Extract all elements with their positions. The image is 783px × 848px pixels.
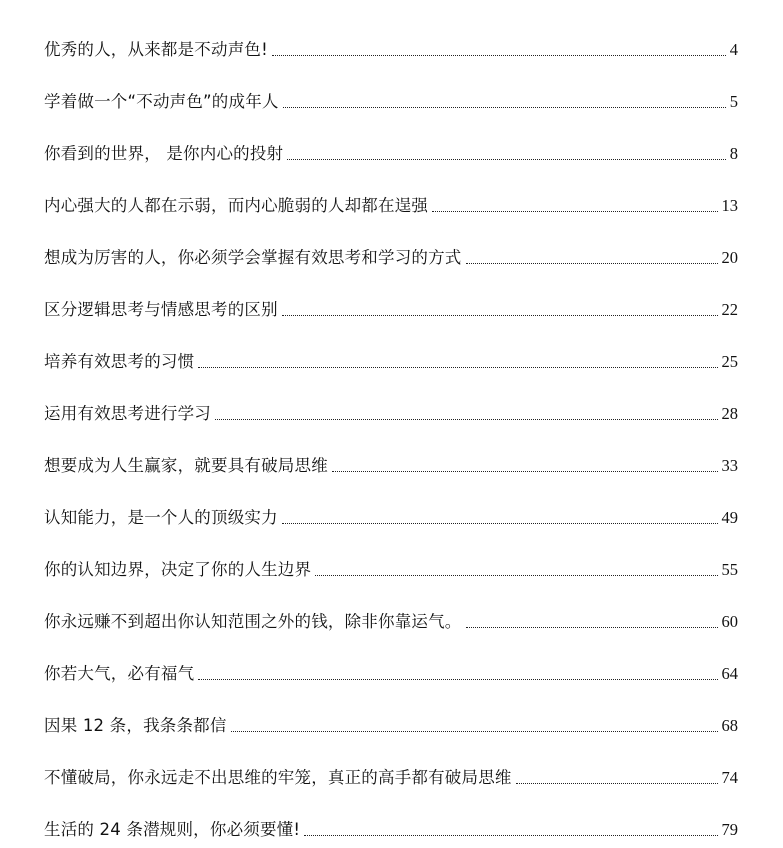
toc-entry-5[interactable] xyxy=(44,224,738,276)
toc-entry-page[interactable]: 33 xyxy=(721,456,738,475)
toc-entry-10[interactable] xyxy=(44,484,738,536)
toc-dot-leader xyxy=(466,627,718,628)
toc-dot-leader xyxy=(283,107,726,108)
toc-entry-title[interactable]: 生活的 24 条潜规则，你必须要懂! xyxy=(44,820,301,839)
toc-entry-page[interactable]: 49 xyxy=(721,508,738,527)
toc-dot-leader xyxy=(215,419,718,420)
toc-entry-9[interactable] xyxy=(44,432,738,484)
toc-entry-title[interactable]: 想要成为人生赢家，就要具有破局思维 xyxy=(44,456,328,475)
toc-entry-page[interactable]: 79 xyxy=(721,820,738,839)
toc-entry-13[interactable] xyxy=(44,640,738,692)
toc-entry-title[interactable]: 你看到的世界， 是你内心的投射 xyxy=(44,144,284,163)
toc-entry-title[interactable]: 培养有效思考的习惯 xyxy=(44,352,195,371)
toc-entry-3[interactable] xyxy=(44,120,738,172)
toc-entry-title[interactable]: 学着做一个“不动声色”的成年人 xyxy=(44,92,279,111)
toc-entry-page[interactable]: 68 xyxy=(721,716,738,735)
toc-dot-leader xyxy=(287,159,726,160)
toc-dot-leader xyxy=(282,523,718,524)
toc-entry-page[interactable]: 60 xyxy=(721,612,738,631)
toc-entry-title[interactable]: 你永远赚不到超出你认知范围之外的钱，除非你靠运气。 xyxy=(44,612,462,631)
toc-entry-4[interactable] xyxy=(44,172,738,224)
toc-entry-title[interactable]: 你的认知边界，决定了你的人生边界 xyxy=(44,560,312,579)
toc-entry-title[interactable]: 不懂破局，你永远走不出思维的牢笼，真正的高手都有破局思维 xyxy=(44,768,512,787)
toc-dot-leader xyxy=(332,471,718,472)
toc-entry-title[interactable]: 优秀的人，从来都是不动声色! xyxy=(44,40,268,59)
toc-entry-page[interactable]: 13 xyxy=(721,196,738,215)
toc-entry-title[interactable]: 因果 12 条，我条条都信 xyxy=(44,716,227,735)
toc-entry-12[interactable] xyxy=(44,588,738,640)
toc-entry-16[interactable] xyxy=(44,796,738,848)
toc-dot-leader xyxy=(304,835,717,836)
toc-entry-2[interactable] xyxy=(44,68,738,120)
toc-dot-leader xyxy=(432,211,717,212)
toc-dot-leader xyxy=(315,575,717,576)
toc-dot-leader xyxy=(282,315,718,316)
toc-entry-page[interactable]: 25 xyxy=(721,352,738,371)
toc-entry-title[interactable]: 你若大气，必有福气 xyxy=(44,664,195,683)
toc-dot-leader xyxy=(272,55,726,56)
toc-entry-page[interactable]: 20 xyxy=(721,248,738,267)
toc-entry-8[interactable] xyxy=(44,380,738,432)
toc-entry-title[interactable]: 认知能力，是一个人的顶级实力 xyxy=(44,508,278,527)
toc-dot-leader xyxy=(198,367,717,368)
toc-entry-page[interactable]: 8 xyxy=(729,144,738,163)
toc-entry-14[interactable] xyxy=(44,692,738,744)
toc-entry-page[interactable]: 74 xyxy=(721,768,738,787)
toc-list xyxy=(44,16,738,848)
toc-entry-6[interactable] xyxy=(44,276,738,328)
toc-entry-page[interactable]: 22 xyxy=(721,300,738,319)
toc-entry-page[interactable]: 55 xyxy=(721,560,738,579)
toc-entry-page[interactable]: 4 xyxy=(729,40,738,59)
toc-entry-title[interactable]: 想成为厉害的人，你必须学会掌握有效思考和学习的方式 xyxy=(44,248,462,267)
toc-entry-title[interactable]: 运用有效思考进行学习 xyxy=(44,404,211,423)
toc-entry-title[interactable]: 区分逻辑思考与情感思考的区别 xyxy=(44,300,278,319)
toc-entry-page[interactable]: 64 xyxy=(721,664,738,683)
toc-entry-15[interactable] xyxy=(44,744,738,796)
toc-dot-leader xyxy=(516,783,718,784)
toc-entry-7[interactable] xyxy=(44,328,738,380)
toc-dot-leader xyxy=(198,679,717,680)
toc-dot-leader xyxy=(231,731,718,732)
toc-entry-page[interactable]: 28 xyxy=(721,404,738,423)
toc-entry-page[interactable]: 5 xyxy=(729,92,738,111)
toc-entry-1[interactable] xyxy=(44,16,738,68)
toc-entry-11[interactable] xyxy=(44,536,738,588)
toc-dot-leader xyxy=(466,263,718,264)
toc-entry-title[interactable]: 内心强大的人都在示弱，而内心脆弱的人却都在逞强 xyxy=(44,196,429,215)
